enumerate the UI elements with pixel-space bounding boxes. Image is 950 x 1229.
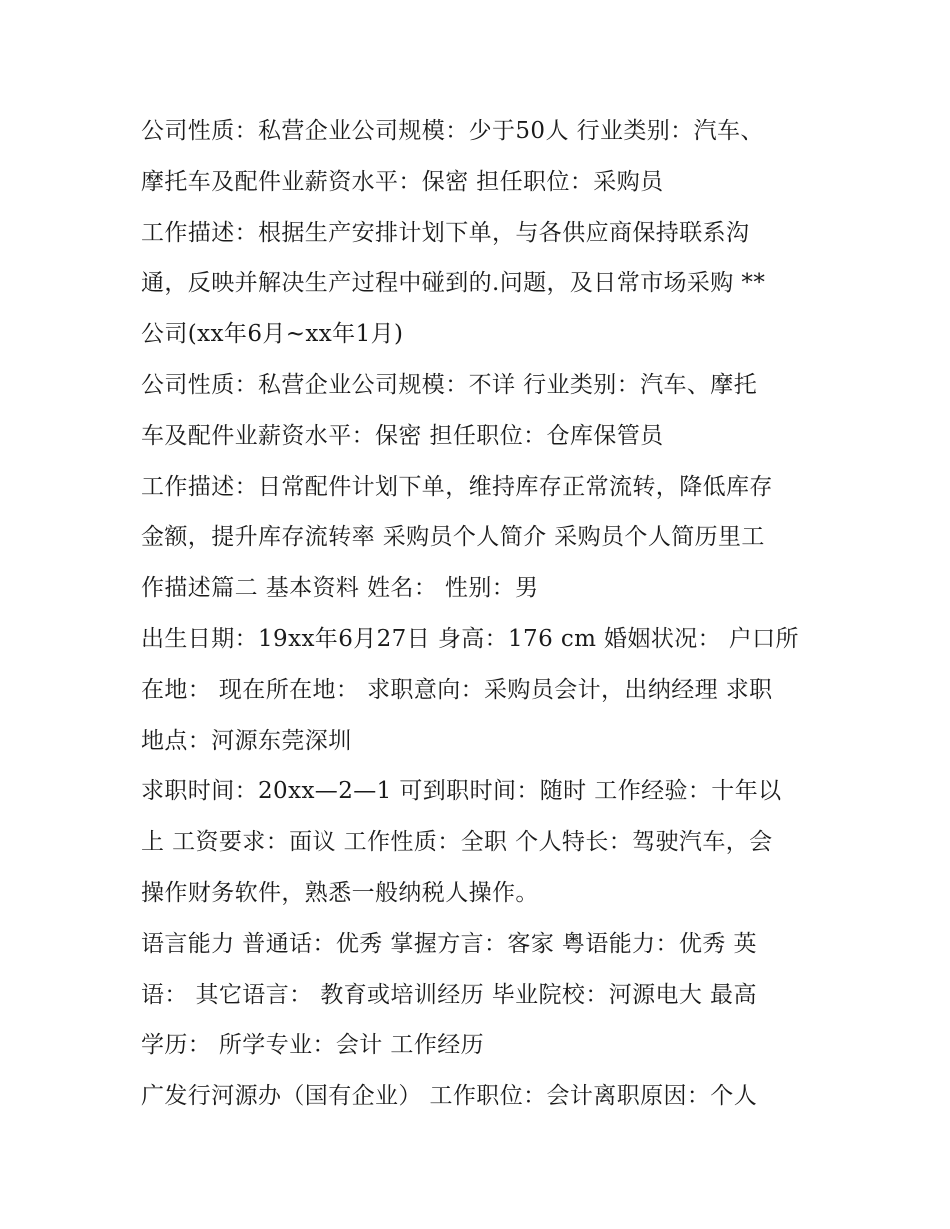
text-line: 在地： 现在所在地： 求职意向：采购员会计，出纳经理 求职 bbox=[141, 676, 773, 703]
text-line: 公司(xx年6月~xx年1月) bbox=[141, 321, 404, 348]
text-line: 上 工资要求：面议 工作性质：全职 个人特长：驾驶汽车，会 bbox=[141, 829, 773, 856]
text-line: 车及配件业薪资水平：保密 担任职位：仓库保管员 bbox=[141, 422, 664, 449]
text-line: 出生日期：19xx年6月27日 身高：176 cm 婚姻状况： 户口所 bbox=[141, 625, 799, 652]
text-line: 工作描述：根据生产安排计划下单，与各供应商保持联系沟 bbox=[141, 219, 750, 246]
text-line: 语： 其它语言： 教育或培训经历 毕业院校：河源电大 最高 bbox=[141, 981, 757, 1008]
text-line: 公司性质：私营企业公司规模：不详 行业类别：汽车、摩托 bbox=[141, 371, 758, 398]
text-line: 广发行河源办（国有企业） 工作职位：会计离职原因：个人 bbox=[141, 1083, 758, 1110]
text-line: 摩托车及配件业薪资水平：保密 担任职位：采购员 bbox=[141, 168, 664, 195]
text-line: 金额，提升库存流转率 采购员个人简介 采购员个人简历里工 bbox=[141, 524, 765, 551]
document-body bbox=[141, 106, 821, 1122]
text-line: 公司性质：私营企业公司规模：少于50人 行业类别：汽车、 bbox=[141, 118, 764, 144]
text-line: 学历： 所学专业：会计 工作经历 bbox=[141, 1032, 485, 1059]
text-line: 地点：河源东莞深圳 bbox=[141, 727, 352, 754]
text-line: 操作财务软件，熟悉一般纳税人操作。 bbox=[141, 879, 539, 906]
text-line: 通，反映并解决生产过程中碰到的.问题，及日常市场采购 ** bbox=[141, 270, 766, 297]
text-line: 作描述篇二 基本资料 姓名： 性别：男 bbox=[141, 575, 539, 602]
text-line: 语言能力 普通话：优秀 掌握方言：客家 粤语能力：优秀 英 bbox=[141, 930, 757, 957]
text-line: 求职时间：20xx—2—1 可到职时间：随时 工作经验：十年以 bbox=[141, 778, 782, 805]
text-line: 工作描述：日常配件计划下单，维持库存正常流转，降低库存 bbox=[141, 473, 773, 500]
